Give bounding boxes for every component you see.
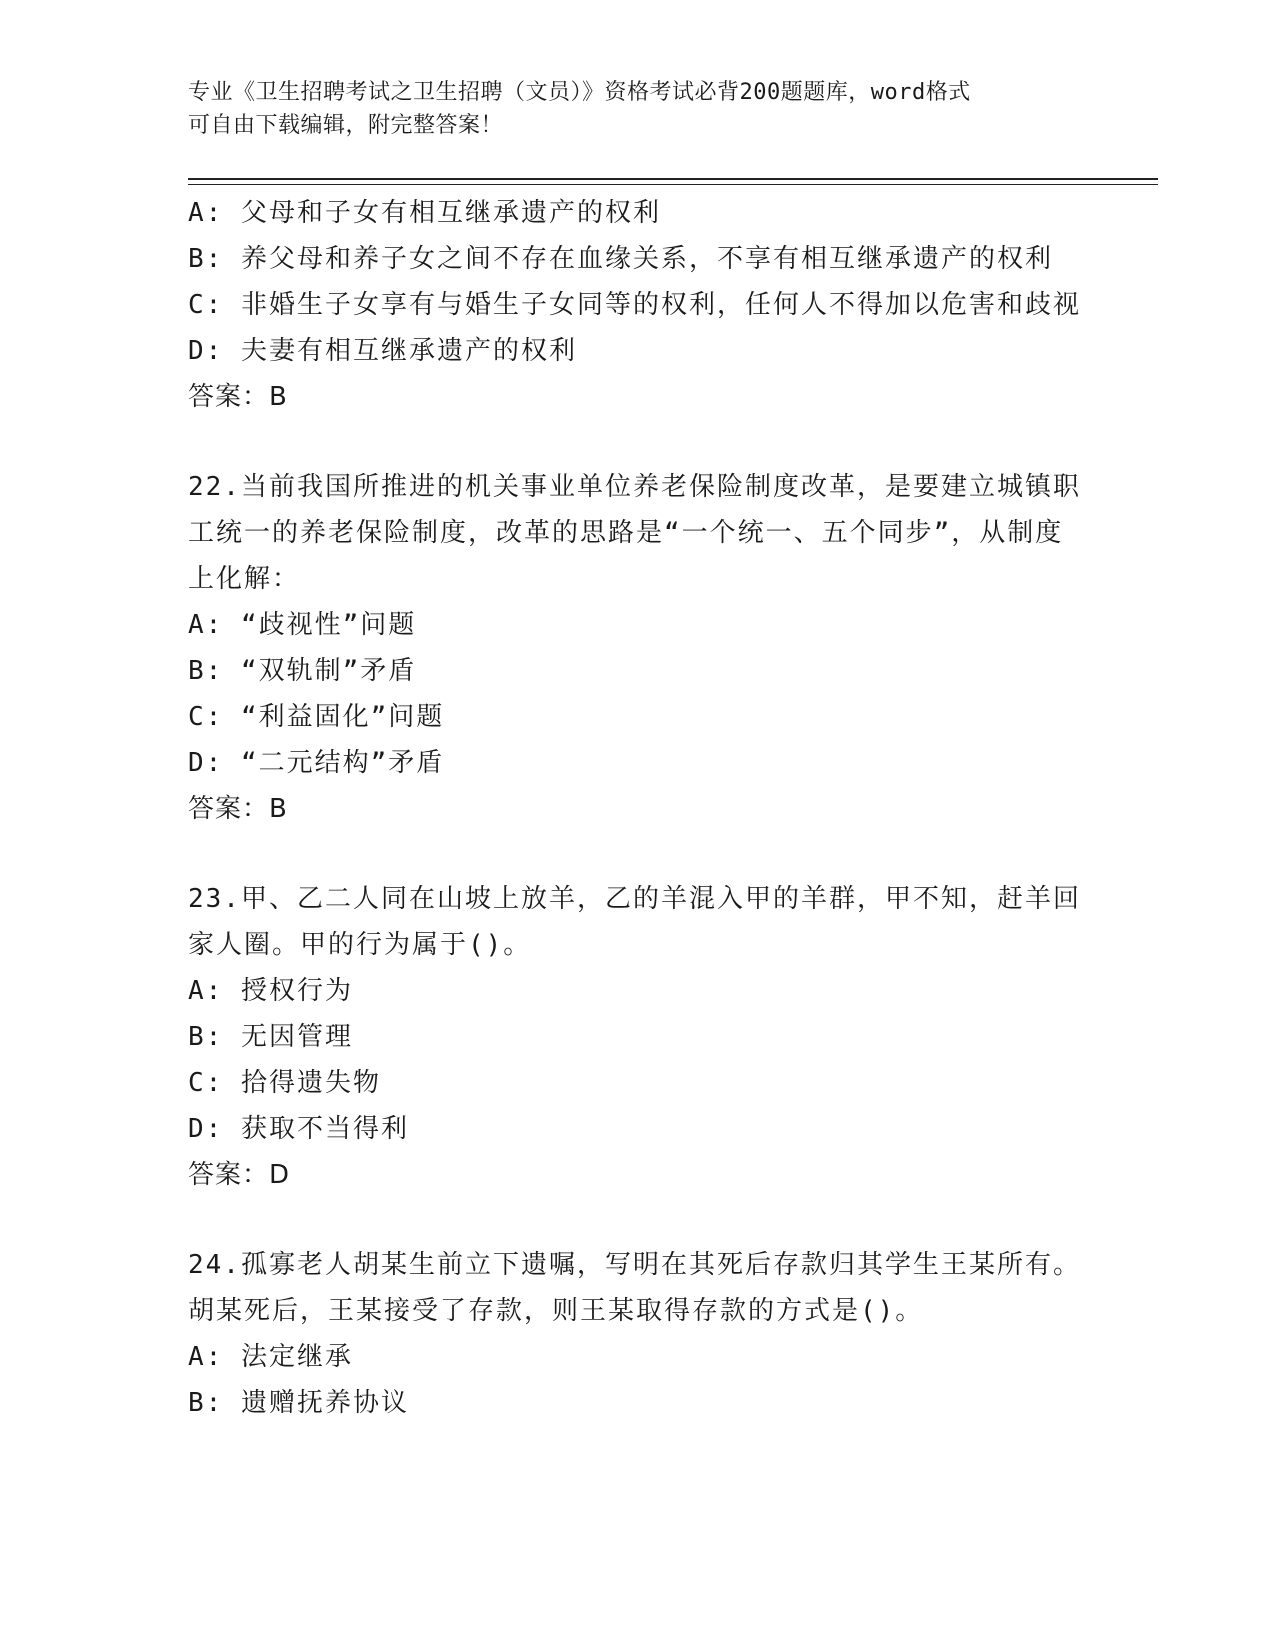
option-a: A: 授权行为 [188,976,353,1006]
question-text: 22.当前我国所推进的机关事业单位养老保险制度改革，是要建立城镇职工统一的养老保险制度，改革的思路是“一个统一、五个同步”，从制度上化解： [188,472,1081,594]
header-line-2: 可自由下载编辑，附完整答案！ [188,113,504,138]
option-d: D: 夫妻有相互继承遗产的权利 [188,336,577,366]
option-b: B: 遗赠抚养协议 [188,1388,409,1418]
option-a: A: “歧视性”问题 [188,610,417,640]
question-block-24 [188,1242,1088,1426]
question-text: 23.甲、乙二人同在山坡上放羊，乙的羊混入甲的羊群，甲不知，赶羊回家人圈。甲的行为属于()。 [188,884,1081,960]
option-c: C: 非婚生子女享有与婚生子女同等的权利，任何人不得加以危害和歧视 [188,290,1081,320]
option-c: C: “利益固化”问题 [188,702,445,732]
spacer [188,832,1088,876]
question-list [188,190,1088,1426]
option-b: B: 养父母和养子女之间不存在血缘关系，不享有相互继承遗产的权利 [188,244,1053,274]
answer-line: 答案：B [188,382,288,412]
header-line-1: 专业《卫生招聘考试之卫生招聘（文员）》资格考试必背200题题库，word格式 [188,80,971,105]
option-a: A: 父母和子女有相互继承遗产的权利 [188,198,661,228]
question-block-23 [188,876,1088,1198]
question-block-21 [188,190,1088,420]
option-a: A: 法定继承 [188,1342,353,1372]
document-header [188,76,1088,142]
spacer [188,420,1088,464]
answer-line: 答案：D [188,1160,291,1190]
option-c: C: 拾得遗失物 [188,1068,381,1098]
header-divider [188,178,1158,180]
question-text: 24.孤寡老人胡某生前立下遗嘱，写明在其死后存款归其学生王某所有。胡某死后，王某接受了存款，则王某取得存款的方式是()。 [188,1250,1081,1326]
header-divider-thin [188,184,1158,185]
spacer [188,1198,1088,1242]
option-d: D: 获取不当得利 [188,1114,409,1144]
option-b: B: 无因管理 [188,1022,353,1052]
question-block-22 [188,464,1088,832]
answer-line: 答案：B [188,794,288,824]
option-d: D: “二元结构”矛盾 [188,748,445,778]
option-b: B: “双轨制”矛盾 [188,656,417,686]
